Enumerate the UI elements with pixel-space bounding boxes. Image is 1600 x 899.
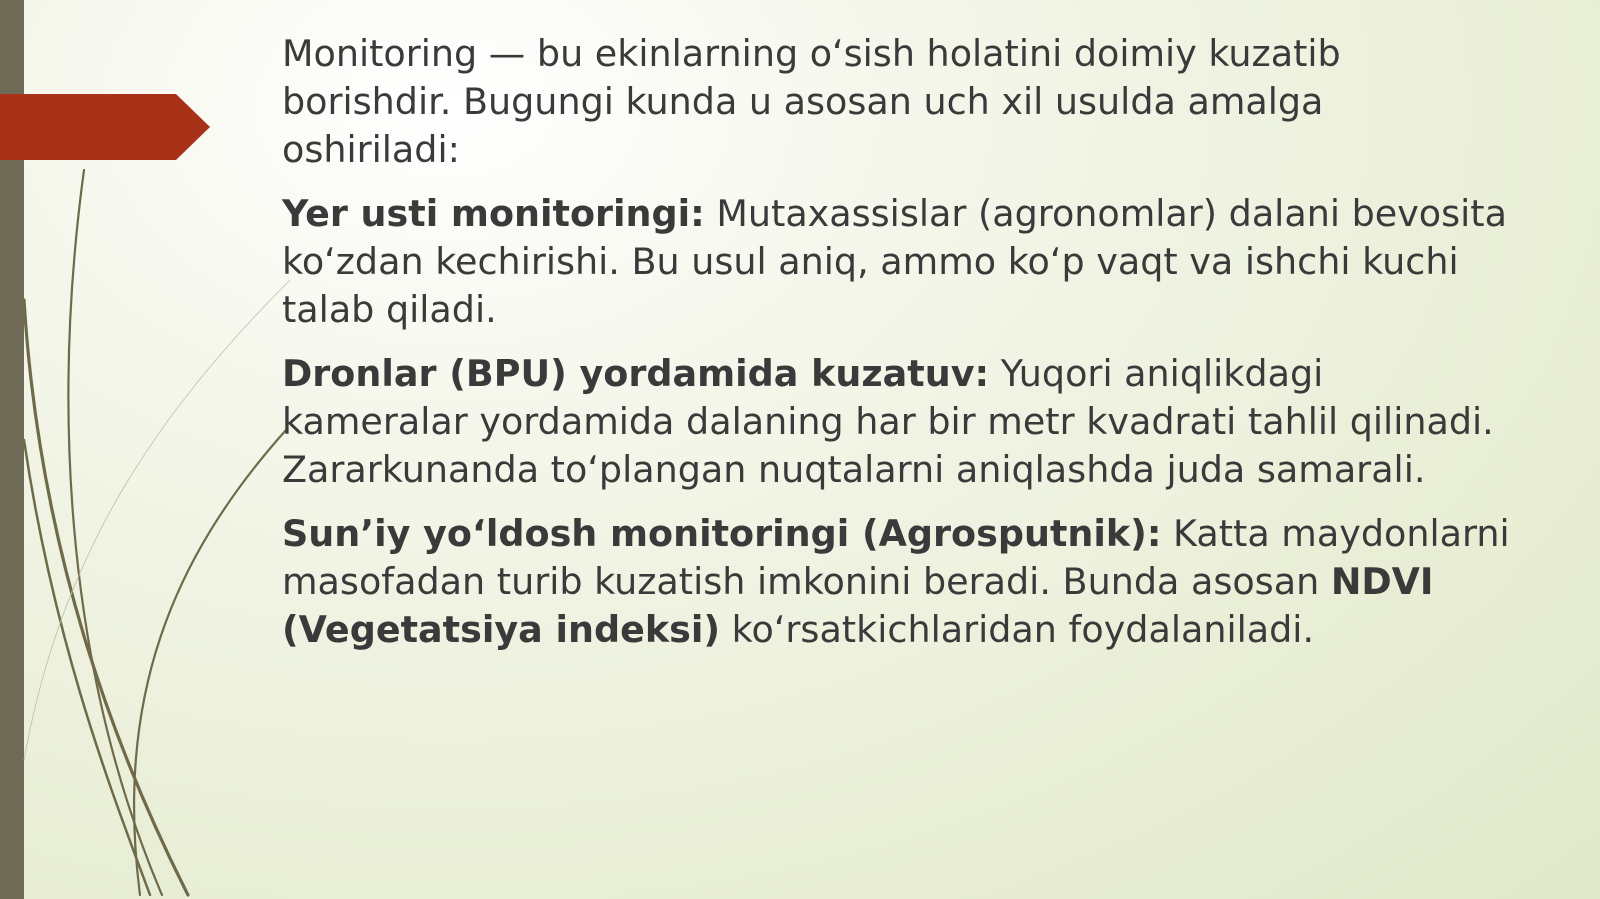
item-ground-monitoring (282, 190, 1512, 334)
item-heading: Yer usti monitoringi: (282, 192, 705, 235)
intro-paragraph: Monitoring — bu ekinlarning oʻsish holatini doimiy kuzatib borishdir. Bugungi kunda u asosan uch xil usulda amalga oshiriladi: (282, 32, 1341, 171)
item-text: Katta maydonlarni masofadan turib kuzatish imkonini beradi. Bunda asosan (282, 512, 1510, 603)
item-text: Mutaxassislar (agronomlar) dalani bevosita koʻzdan kechirishi. Bu usul aniq, ammo koʻp vaqt va ishchi kuchi talab qiladi. (282, 192, 1507, 331)
item-satellite-monitoring (282, 510, 1512, 654)
red-arrow-shape (0, 94, 210, 160)
slide-body (282, 30, 1512, 670)
item-text-end: koʻrsatkichlaridan foydalaniladi. (720, 608, 1315, 651)
item-text: Yuqori aniqlikdagi kameralar yordamida dalaning har bir metr kvadrati tahlil qilinadi. Zararkunanda toʻplangan nuqtalarni aniqlashda juda samarali. (282, 352, 1494, 491)
ndvi-highlight: NDVI (Vegetatsiya indeksi) (282, 560, 1434, 651)
item-drone-monitoring (282, 350, 1512, 494)
item-heading: Dronlar (BPU) yordamida kuzatuv: (282, 352, 990, 395)
item-heading: Sunʼiy yoʻldosh monitoringi (Agrosputnik): (282, 512, 1162, 555)
